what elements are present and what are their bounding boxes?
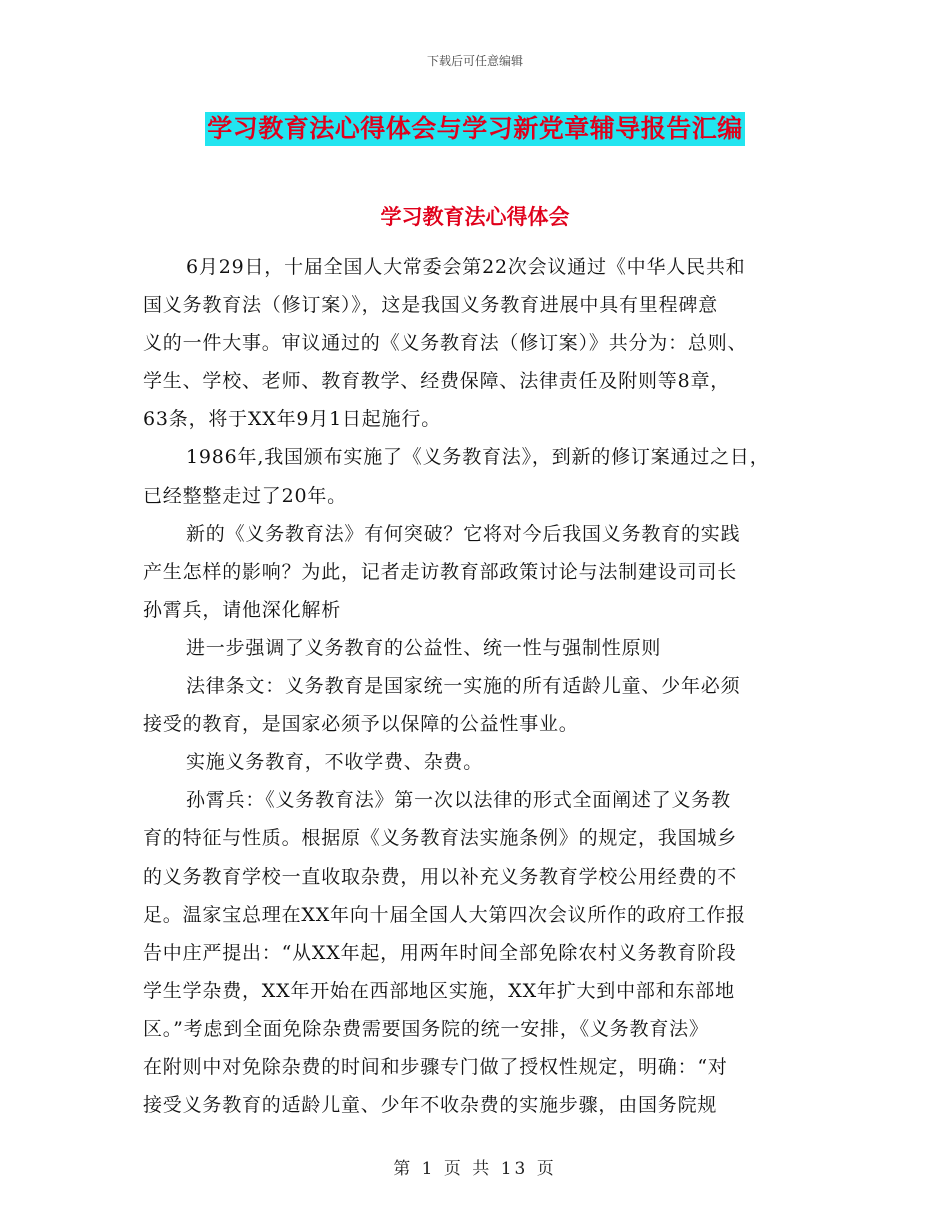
paragraph-line: 进一步强调了义务教育的公益性、统一性与强制性原则 [186,636,662,659]
paragraph-line: 国义务教育法（修订案）》，这是我国义务教育进展中具有里程碑意 [143,294,719,317]
paragraph-line: 新的《义务教育法》有何突破？它将对今后我国义务教育的实践 [186,522,741,545]
paragraph-line: 接受义务教育的适龄儿童、少年不收杂费的实施步骤，由国务院规 [143,1094,718,1117]
paragraph-line: 孙霄兵，请他深化解析 [143,598,342,621]
paragraph-line: 实施义务教育，不收学费、杂费。 [186,751,484,774]
page-header-note: 下载后可任意编辑 [426,54,523,68]
paragraph-line: 已经整整走过了20年。 [143,484,347,507]
paragraph-line: 1986年,我国颁布实施了《义务教育法》，到新的修订案通过之日， [186,446,770,469]
paragraph-line: 的义务教育学校一直收取杂费，用以补充义务教育学校公用经费的不 [143,865,738,888]
section-title: 学习教育法心得体会 [380,205,570,229]
document-title-wrapper [0,112,950,146]
paragraph-line: 法律条文：义务教育是国家统一实施的所有适龄儿童、少年必须 [186,675,741,698]
paragraph-line: 育的特征与性质。根据原《义务教育法实施条例》的规定，我国城乡 [143,827,738,850]
paragraph-line: 产生怎样的影响？为此，记者走访教育部政策讨论与法制建设司司长 [143,560,738,583]
paragraph-line: 足。温家宝总理在XX年向十届全国人大第四次会议所作的政府工作报 [143,903,746,926]
body-text [143,248,833,1124]
paragraph-line: 在附则中对免除杂费的时间和步骤专门做了授权性规定，明确：“对 [143,1055,728,1078]
paragraph-line: 孙霄兵：《义务教育法》第一次以法律的形式全面阐述了义务教 [186,789,731,812]
paragraph-line: 63条，将于XX年9月1日起施行。 [143,408,442,431]
document-title: 学习教育法心得体会与学习新党章辅导报告汇编 [205,112,745,146]
paragraph-line: 接受的教育，是国家必须予以保障的公益性事业。 [143,713,579,736]
paragraph-line: 学生学杂费，XX年开始在西部地区实施，XX年扩大到中部和东部地 [143,979,735,1002]
paragraph-line: 区。”考虑到全面免除杂费需要国务院的统一安排，《义务教育法》 [143,1017,709,1040]
paragraph-line: 6月29日，十届全国人大常委会第22次会议通过《中华人民共和 [186,256,746,278]
page-footer: 第 1 页 共 13 页 [393,1159,557,1179]
paragraph-line: 义的一件大事。审议通过的《义务教育法（修订案）》共分为：总则、 [143,332,748,355]
paragraph-line: 学生、学校、老师、教育教学、经费保障、法律责任及附则等8章， [143,370,731,393]
paragraph-line: 告中庄严提出：“从XX年起，用两年时间全部免除农村义务教育阶段 [143,941,737,964]
